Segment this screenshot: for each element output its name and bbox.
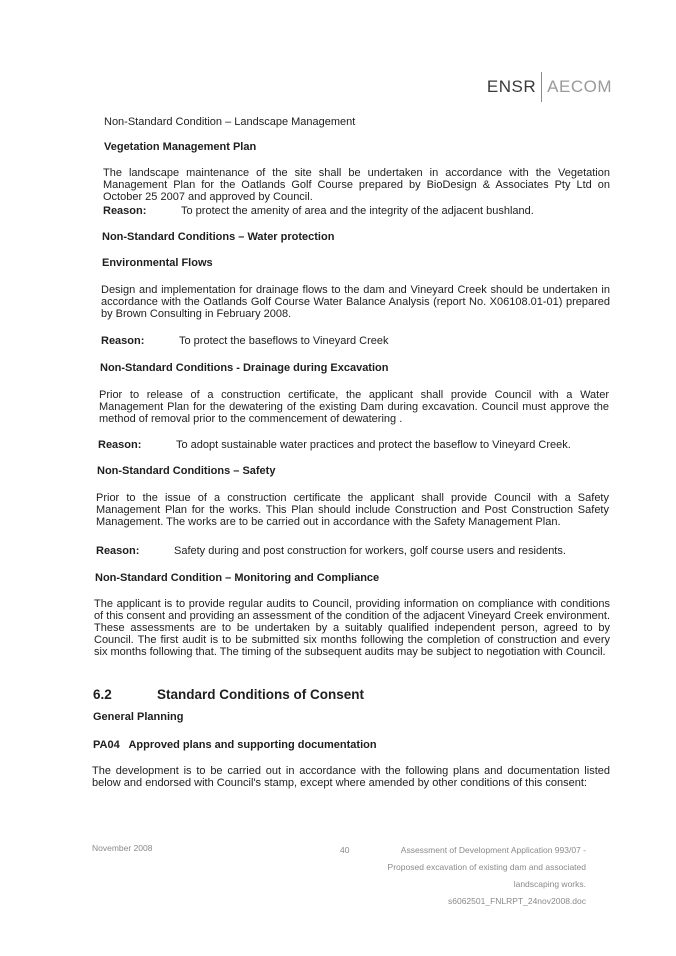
heading-water: Non-Standard Conditions – Water protection — [102, 231, 335, 243]
reason-text: To adopt sustainable water practices and protect the baseflow to Vineyard Creek. — [176, 439, 571, 451]
heading-landscape: Non-Standard Condition – Landscape Management — [104, 116, 356, 128]
logo-aecom-text: AECOM — [547, 77, 612, 96]
reason-safety — [96, 545, 609, 557]
reason-text: To protect the amenity of area and the integrity of the adjacent bushland. — [181, 205, 534, 217]
reason-flows — [101, 335, 610, 347]
reason-label: Reason: — [103, 205, 147, 217]
section-title: Standard Conditions of Consent — [157, 687, 364, 702]
para-flows: Design and implementation for drainage flows to the dam and Vineyard Creek should be undertaken in accordance with the Oatlands Golf Course Water Balance Analysis (report No. X06108.01-01) prepared by Brown Consulting in February 2008. — [101, 284, 610, 320]
heading-flows: Environmental Flows — [102, 257, 213, 269]
para-drainage: Prior to release of a construction certificate, the applicant shall provide Council with a Water Management Plan for the dewatering of the existing Dam during excavation. Council must approve the method of removal prior to the commencement of dewatering . — [99, 389, 609, 425]
para-monitoring: The applicant is to provide regular audits to Council, providing information on compliance with conditions of this consent and providing an assessment of the condition of the adjacent Vineyard Creek environment. These assessments are to be undertaken by a suitably qualified independent person, agreed to by Council. The first audit is to be submitted six months following the completion of construction and every six months following that. The timing of the subsequent audits may be subject to negotiation with Council. — [94, 598, 610, 658]
reason-text: Safety during and post construction for workers, golf course users and residents. — [174, 545, 566, 557]
reason-drainage — [98, 439, 609, 451]
logo-ensr-text: ENSR — [486, 77, 537, 96]
reason-label: Reason: — [101, 335, 145, 347]
section-heading — [93, 689, 364, 701]
footer-line: landscaping works. — [513, 879, 586, 889]
reason-label: Reason: — [98, 439, 142, 451]
reason-label: Reason: — [96, 545, 140, 557]
footer-reference — [346, 842, 586, 910]
reason-text: To protect the baseflows to Vineyard Creek — [179, 335, 389, 347]
heading-drainage: Non-Standard Conditions - Drainage during Excavation — [100, 362, 389, 374]
logo-divider — [541, 72, 542, 102]
footer-line: s6062501_FNLRPT_24nov2008.doc — [448, 896, 586, 906]
company-logo — [487, 72, 612, 102]
heading-vegetation: Vegetation Management Plan — [104, 141, 257, 153]
para-safety: Prior to the issue of a construction certificate the applicant shall provide Council with a Safety Management Plan for the works. This Plan should include Construction and Post Construction Safety Management. The works are to be carried out in accordance with the Safety Management Plan. — [96, 492, 609, 528]
heading-monitoring: Non-Standard Condition – Monitoring and Compliance — [95, 572, 380, 584]
footer-date: November 2008 — [92, 843, 153, 853]
para-vegetation: The landscape maintenance of the site shall be undertaken in accordance with the Vegetation Management Plan for the Oatlands Golf Course prepared by BioDesign & Associates Pty Ltd on October 25 2007 and approved by Council. — [103, 167, 610, 203]
heading-pa04: PA04 Approved plans and supporting documentation — [93, 739, 377, 751]
footer-line: Assessment of Development Application 993/07 - — [400, 845, 586, 855]
section-number: 6.2 — [93, 687, 112, 702]
footer-page-number: 40 — [340, 845, 350, 855]
reason-vegetation — [103, 205, 610, 217]
heading-safety: Non-Standard Conditions – Safety — [97, 465, 276, 477]
footer-line: Proposed excavation of existing dam and associated — [387, 862, 586, 872]
heading-general-planning: General Planning — [93, 711, 184, 723]
para-pa04: The development is to be carried out in accordance with the following plans and documentation listed below and endorsed with Council's stamp, except where amended by other conditions of this consent: — [92, 765, 610, 789]
